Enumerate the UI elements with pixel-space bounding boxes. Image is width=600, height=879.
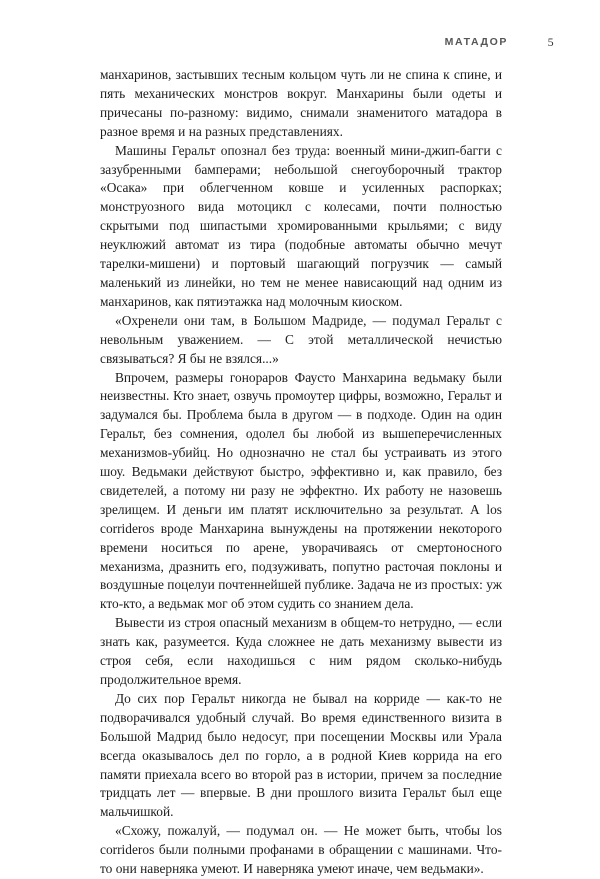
running-title: МАТАДОР xyxy=(444,36,508,48)
paragraph: До сих пор Геральт никогда не бывал на корриде — как-то не подворачивался удобный случай. Во время единственного визита в Большой Мадрид было недосуг, при посещении Москвы или Урала всегда оказывалось дел по горло, а в родной Киев коррида на его памяти приехала всего во второй раз в истории, причем за последние тридцать лет — впервые. В дни прошлого визита Геральт был еще мальчишкой. xyxy=(100,690,502,820)
paragraph: Вывести из строя опасный механизм в общем-то нетрудно, — если знать как, разумеется. Куда сложнее не дать механизму вывести из строя себя, если находишься с ним рядом сколько-нибудь продолжительное время. xyxy=(100,615,502,687)
paragraph: «Охренели они там, в Большом Мадриде, — подумал Геральт с невольным уважением. — С этой металлической нечистью связываться? Я бы не взялся...» xyxy=(100,312,502,366)
paragraph: Машины Геральт опознал без труда: военный мини-джип-багги с зазубренными бамперами; небольшой снегоуборочный трактор «Осака» при облегченном ковше и усиленных распорках; монструозного вида мотоцикл с колесами, почти полностью скрытыми под шипастыми хромированными крыльями; с виду неуклюжий автомат из тира (подобные автоматы обычно мечут тарелки-мишени) и портовый шагающий погрузчик — самый маленький из линейки, но тем не менее нависающий над одним из манхаринов, как пятиэтажка над молочным киоском. xyxy=(100,142,502,309)
page-number: 5 xyxy=(547,35,554,49)
paragraph: манхаринов, застывших тесным кольцом чуть ли не спина к спине, и пять механических монстров вокруг. Манхарины были одеты и причесаны по-разному: видимо, снимали знаменитого матадора в разное время и на разных представлениях. xyxy=(100,67,502,139)
paragraph: Впрочем, размеры гонораров Фаусто Манхарина ведьмаку были неизвестны. Кто знает, озвучь промоутер цифры, возможно, Геральт и задумался бы. Проблема была в другом — в подходе. Один на один Геральт, без сомнения, одолел бы любой из вышеперечисленных механизмов-убийц. Но однозначно не стал бы устраивать из этого шоу. Ведьмаки действуют быстро, эффективно и, как правило, без свидетелей, а потому ни разу не эффектно. Их работу не назовешь зрелищем. И деньги им платят исключительно за результат. А los corrideros вроде Манхарина вынуждены на протяжении некоторого времени носиться по арене, уворачиваясь от смертоносного механизма, дразнить его, подзуживать, попутно расточая поклоны и воздушные поцелуи почтеннейшей публике. Задача не из простых: уж кто-кто, а ведьмак мог об этом судить со знанием дела. xyxy=(100,369,502,612)
paragraph: «Схожу, пожалуй, — подумал он. — Не может быть, чтобы los corrideros были полными профанами в обращении с машинами. Что-то они наверняка умеют. И наверняка умеют иначе, чем ведьмаки». xyxy=(100,823,502,877)
body-text xyxy=(100,66,502,879)
page-header xyxy=(444,35,554,49)
